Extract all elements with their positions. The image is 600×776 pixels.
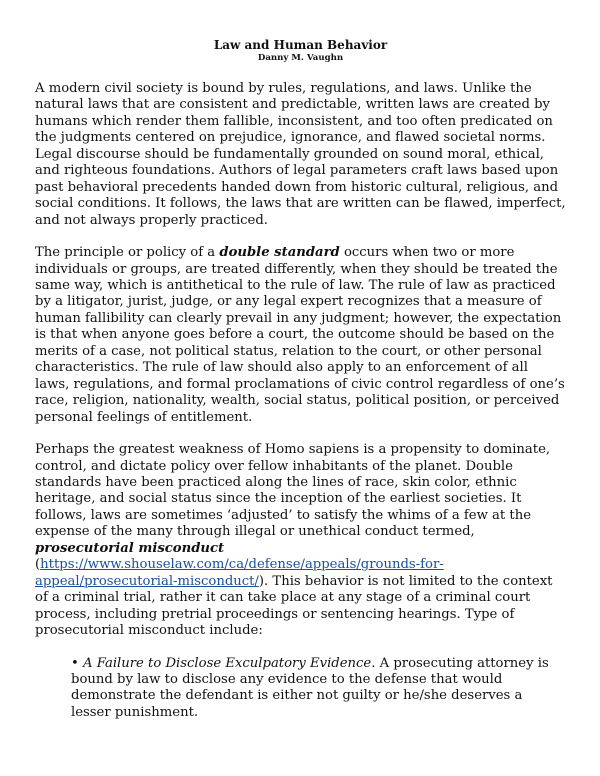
paragraph-intro (35, 81, 566, 229)
list-item (71, 656, 566, 722)
document-author: Danny M. Vaughn (257, 53, 344, 63)
paragraph-double-standard-lead: The principle or policy of a (35, 245, 220, 261)
paragraph-intro-text: A modern civil society is bound by rules, regulations, and laws. Unlike the natural laws that are consistent and predictable, written laws are created by humans which render them fallible, inconsistent, and too often predicated on the judgments centered on prejudice, ignorance, and flawed societal norms. Legal discourse should be fundamentally grounded on sound moral, ethical, and righteous foundations. Authors of legal parameters craft laws based upon past behavioral precedents handed down from historic cultural, religious, and social conditions. It follows, the laws that are written can be flawed, imperfect, and not always properly practiced. (35, 81, 566, 228)
paragraph-misconduct-body: ). This behavior is not limited to the context of a criminal trial, rather it can take place at any stage of a criminal court process, including pretrial proceedings or sentencing hearings. Type of prosecutorial misconduct include: (35, 573, 553, 639)
paragraph-double-standard (35, 245, 566, 426)
bullet-title: A Failure to Disclose Exculpatory Evidence (82, 655, 372, 671)
term-prosecutorial-misconduct: prosecutorial misconduct (35, 540, 225, 556)
misconduct-type-list (35, 656, 566, 722)
paragraph-double-standard-body: occurs when two or more individuals or groups, are treated differently, when they should be treated the same way, which is antithetical to the rule of law. The rule of law as practiced by a litigator, jurist, judge, or any legal expert recognizes that a measure of human fallibility can clearly prevail in any judgment; however, the expectation is that when anyone goes before a court, the outcome should be based on the merits of a case, not political status, relation to the court, or other personal characteristics. The rule of law should also apply to an enforcement of all laws, regulations, and formal proclamations of civic control regardless of one’s race, religion, nationality, wealth, social status, political position, or perceived personal feelings of entitlement. (35, 245, 565, 425)
paren-open: ( (35, 557, 41, 573)
paragraph-misconduct-lead: Perhaps the greatest weakness of Homo sapiens is a propensity to dominate, control, and dictate policy over fellow inhabitants of the planet. Double standards have been practiced along the lines of race, skin color, ethnic heritage, and social status since the inception of the earliest societies. It follows, laws are sometimes ‘adjusted’ to satisfy the whims of a few at the expense of the many through illegal or unethical conduct termed, (35, 442, 551, 540)
bullet-marker: • (71, 655, 79, 671)
bullet-text: . A prosecuting attorney is bound by law to disclose any evidence to the defense that would demonstrate the defendant is either not guilty or he/she deserves a lesser punishment. (71, 655, 549, 720)
paragraph-misconduct (35, 442, 566, 639)
term-double-standard: double standard (219, 245, 340, 261)
document-title: Law and Human Behavior (213, 38, 388, 52)
source-link[interactable]: https://www.shouselaw.com/ca/defense/appeals/grounds-for-appeal/prosecutorial-misconduct/ (35, 557, 444, 589)
